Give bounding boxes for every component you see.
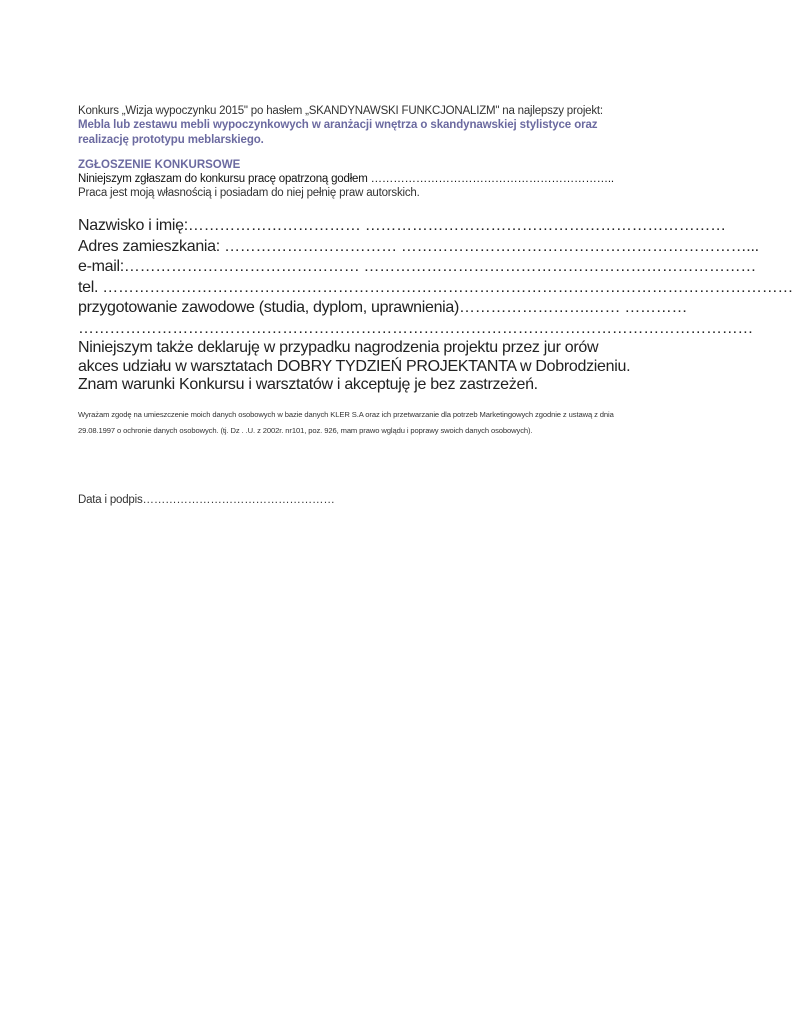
application-form <box>78 104 793 439</box>
workshop-statement: Niniejszym także deklaruję w przypadku nagrodzenia projektu przez jur orów akces udziału w warsztatach DOBRY TYDZIEŃ PROJEKTANTA w Dobrodzieniu. Znam warunki Konkursu i warsztatów i akceptuję je bez zastrzeżeń. <box>78 339 631 393</box>
data-consent-clause: Wyrażam zgodę na umieszczenie moich danych osobowych w bazie danych KLER S.A oraz ich przetwarzanie dla potrzeb Marketingowych zgodnie z ustawą z dnia 29.08.1997 o ochronie danych osobowych. (tj. Dz . .U. z 2002r. nr101, poz. 926, mam prawo wglądu i poprawy swoich danych osobowych). <box>78 409 614 435</box>
field-phone: tel. …………………………………………………………………………………………………………………… <box>78 278 793 296</box>
field-email: e-mail:……………………………………… ………………………………………………………………… <box>78 258 757 275</box>
project-subject: Mebla lub zestawu mebli wypoczynkowych w aranżacji wnętrza o skandynawskiej stylistyce oraz realizację prototypu meblarskiego. <box>78 119 598 146</box>
field-education: przygotowanie zawodowe (studia, dyplom, uprawnienia)…………………….…… ………… <box>78 299 688 316</box>
form-fields <box>78 216 793 339</box>
contest-intro: Konkurs „Wizja wypoczynku 2015" po hasłem „SKANDYNAWSKI FUNKCJONALIZM" na najlepszy projekt: <box>78 105 603 117</box>
date-signature-line: Data i podpis…………………………………………… <box>78 494 335 506</box>
field-address: Adres zamieszkania: …………………………… …………………………………………………………... <box>78 237 759 255</box>
declaration-line-1: Niniejszym zgłaszam do konkursu pracę opatrzoną godłem ……………………………………………………….. <box>78 173 614 185</box>
section-title: ZGŁOSZENIE KONKURSOWE <box>78 159 241 171</box>
field-education-continued: ………………………………………………………………………………………………………………… <box>78 319 754 337</box>
field-name: Nazwisko i imię:…………………………… …………………………………………………………… <box>78 217 726 234</box>
declaration-line-2: Praca jest moją własnością i posiadam do niej pełnię praw autorskich. <box>78 187 420 199</box>
